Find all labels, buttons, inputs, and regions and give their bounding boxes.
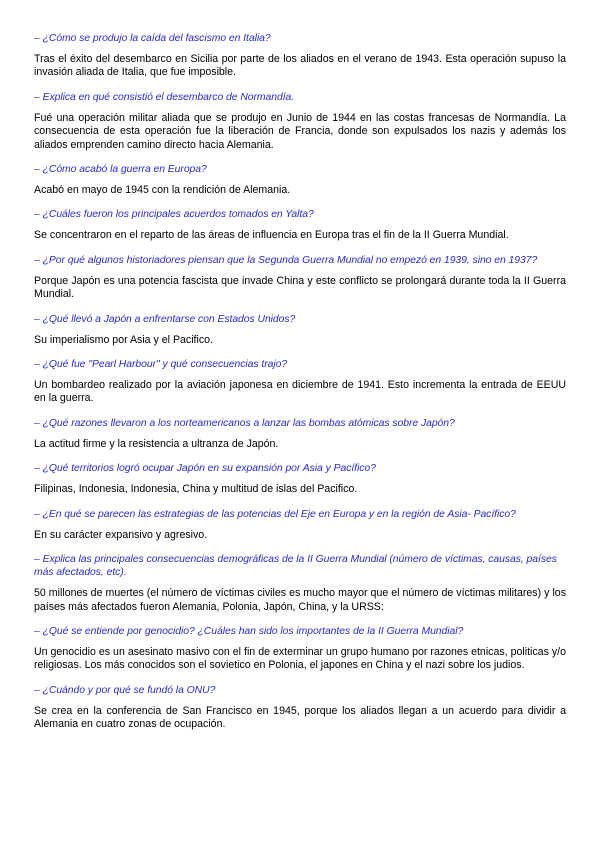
- question-text: – ¿Cómo se produjo la caída del fascismo en Italia?: [34, 33, 271, 44]
- answer-text: Filipinas, Indonesia, Indonesia, China y multitud de islas del Pacifico.: [34, 483, 358, 496]
- question-text: – ¿En qué se parecen las estrategias de las potencias del Eje en Europa y en la región de Asia- Pacífico?: [34, 508, 516, 520]
- answer-text: Su imperialismo por Asia y el Pacifico.: [34, 333, 213, 346]
- answer-text: En su carácter expansivo y agresivo.: [34, 528, 208, 541]
- question-text: – ¿Por qué algunos historiadores piensan que la Segunda Guerra Mundial no empezó en 1939, sino en 1937?: [34, 254, 538, 266]
- question-text: – ¿Cuáles fueron los principales acuerdos tomados en Yalta?: [34, 209, 314, 221]
- answer-text: Fué una operación militar aliada que se produjo en Junio de 1944 en las costas francesas de Normandía. La consecuencia de esta operación fue la liberación de Francia, donde son expulsados los nazis y además los aliados emprenden camino directo hacia Alemania.: [34, 111, 566, 151]
- answer-text: Un genocidio es un asesinato masivo con el fin de exterminar un grupo humano por razones etnicas, politicas y/o religiosas. Los más conocidos son el sovietico en Polonia, el japones en China y el nazi sobre los judios.: [34, 645, 566, 672]
- qa-item: [34, 163, 566, 197]
- question-text: – Explica las principales consecuencias demográficas de la II Guerra Mundial (número de víctimas, causas, países más afectados, etc).: [34, 554, 557, 579]
- answer-text: Un bombardeo realizado por la aviación japonesa en diciembre de 1941. Esto incrementa la entrada de EEUU en la guerra.: [34, 379, 566, 405]
- qa-item: [34, 684, 566, 732]
- question-text: – ¿Cómo acabó la guerra en Europa?: [34, 164, 207, 176]
- document-page: [34, 32, 566, 743]
- qa-item: [34, 313, 566, 347]
- qa-item: [34, 553, 566, 614]
- qa-item: [34, 254, 566, 302]
- answer-text: Acabó en mayo de 1945 con la rendición de Alemania.: [34, 184, 291, 197]
- answer-text: 50 millones de muertes (el número de víctimas civiles es mucho mayor que el número de víctimas militares) y los países más afectados fueron Alemania, Polonia, Japón, China, y la URSS:: [34, 587, 566, 613]
- qa-item: [34, 91, 566, 152]
- question-text: – ¿Qué llevó a Japón a enfrentarse con Estados Unidos?: [34, 313, 296, 325]
- answer-text: Se crea en la conferencia de San Francisco en 1945, porque los aliados llegan a un acuerdo para dividir a Alemania en cuatro zonas de ocupación.: [34, 704, 566, 731]
- qa-item: [34, 508, 566, 542]
- question-text: – ¿Qué se entiende por genocidio? ¿Cuáles han sido los importantes de la II Guerra Mundial?: [34, 625, 464, 637]
- qa-item: [34, 462, 566, 496]
- qa-item: [34, 417, 566, 451]
- qa-item: [34, 32, 566, 80]
- question-text: – ¿Qué territorios logró ocupar Japón en su expansión por Asia y Pacífico?: [34, 463, 376, 475]
- answer-text: Porque Japón es una potencia fascista que invade China y este conflicto se prolongará durante toda la II Guerra Mundial.: [34, 274, 566, 301]
- answer-text: Se concentraron en el reparto de las áreas de influencia en Europa tras el fin de la II Guerra Mundial.: [34, 229, 509, 242]
- question-text: – ¿Qué razones llevaron a los norteamericanos a lanzar las bombas atómicas sobre Japón?: [34, 417, 455, 429]
- qa-item: [34, 208, 566, 242]
- question-text: – ¿Qué fue "Pearl Harbour" y qué consecuencias trajo?: [34, 359, 288, 371]
- answer-text: La actitud firme y la resistencia a ultranza de Japón.: [34, 437, 279, 450]
- qa-item: [34, 625, 566, 673]
- qa-item: [34, 358, 566, 406]
- question-text: – ¿Cuándo y por qué se fundó la ONU?: [34, 684, 216, 696]
- question-text: – Explica en qué consistió el desembarco de Normandía.: [34, 91, 295, 103]
- answer-text: Tras el éxito del desembarco en Sicilia por parte de los aliados en el verano de 1943. Esta operación supuso la invasión aliada de Italia, que fue imposible.: [34, 53, 566, 79]
